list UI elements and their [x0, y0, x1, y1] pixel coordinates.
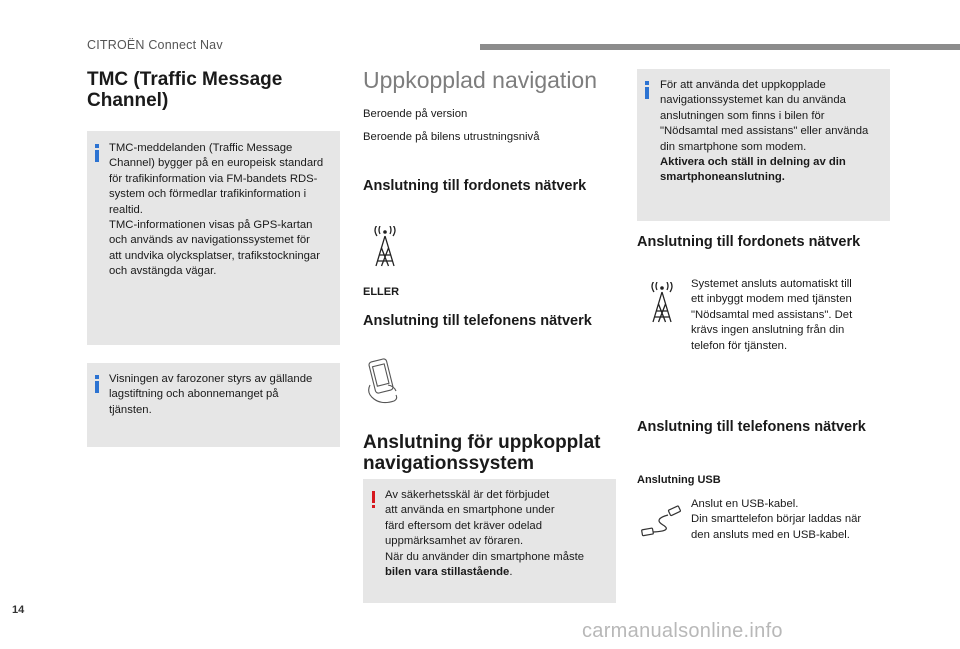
tmc-info-box — [87, 131, 340, 345]
system-connection-heading: Anslutning för uppkopplat navigationssystem — [363, 432, 601, 474]
text-line: telefon för tjänsten. — [691, 339, 788, 352]
text-line: ett inbyggt modem med tjänsten — [691, 293, 852, 306]
page-number: 14 — [12, 604, 25, 616]
text-line: Anslut en USB-kabel. — [691, 498, 799, 510]
text-line: Channel) bygger på en europeisk standard — [109, 157, 324, 170]
antenna-icon — [369, 226, 401, 268]
text-line: den ansluts med en USB-kabel. — [691, 528, 850, 541]
tmc-title: TMC (Traffic Message Channel) — [87, 69, 283, 111]
text-line: Aktivera och ställ in delning av din — [660, 156, 846, 169]
text-line: din smartphone som modem. — [660, 140, 807, 153]
info-icon — [95, 144, 99, 162]
vehicle-network-heading: Anslutning till fordonets nätverk — [363, 178, 587, 194]
info-icon — [645, 81, 649, 99]
text-line: system och förmedlar trafikinformation i — [109, 188, 307, 201]
usb-label: Anslutning USB — [637, 474, 721, 486]
text-line: tjänsten. — [109, 403, 152, 416]
text-line: för trafikinformation via FM-bandets RDS- — [109, 172, 318, 185]
usb-cable-icon — [639, 505, 683, 539]
equipment-note: Beroende på bilens utrustningsnivå — [363, 131, 540, 143]
text-line: För att använda det uppkopplade — [660, 79, 826, 91]
running-header: CITROËN Connect Nav — [87, 38, 223, 52]
connected-nav-info-box — [637, 69, 890, 221]
version-note: Beroende på version — [363, 108, 468, 120]
text-line: realtid. — [109, 203, 143, 216]
text-line: Av säkerhetsskäl är det förbjudet — [385, 489, 550, 501]
tmc-info-text — [109, 141, 337, 280]
header-bar — [480, 44, 960, 50]
text-line: att undvika olycksplatser, trafikstockningar — [109, 249, 320, 262]
text-line: Visningen av farozoner styrs av gällande — [109, 373, 313, 385]
vehicle-network-heading-2: Anslutning till fordonets nätverk — [637, 234, 861, 250]
text-line: navigationssystemet kan du använda — [660, 94, 846, 107]
text-line: krävs ingen anslutning från din — [691, 324, 845, 337]
text-line: uppmärksamhet av föraren. — [385, 535, 524, 548]
safety-warning-box — [363, 479, 616, 603]
text-line: TMC-informationen visas på GPS-kartan — [109, 219, 313, 232]
hazard-info-box — [87, 363, 340, 447]
smartphone-icon — [364, 355, 408, 407]
text-line: färd eftersom det kräver odelad — [385, 519, 542, 532]
connected-nav-title: Uppkopplad navigation — [363, 67, 598, 93]
text-line: "Nödsamtal med assistans" eller använda — [660, 125, 869, 138]
text-line: att använda en smartphone under — [385, 504, 555, 517]
text-line: och används av navigationssystemet för — [109, 234, 310, 247]
warning-icon — [372, 491, 375, 508]
text-line: TMC-meddelanden (Traffic Message — [109, 142, 293, 154]
phone-network-heading-2: Anslutning till telefonens nätverk — [637, 419, 866, 435]
safety-warning-text — [385, 488, 613, 580]
connected-nav-info-text — [660, 78, 888, 186]
text-line: anslutningen som finns i bilen för — [660, 109, 825, 122]
usb-text — [691, 497, 891, 543]
antenna-icon — [646, 282, 678, 324]
hazard-info-text — [109, 372, 337, 418]
text-line: lagstiftning och abonnemanget på — [109, 388, 279, 401]
text-line: smartphoneanslutning. — [660, 171, 785, 184]
phone-network-heading: Anslutning till telefonens nätverk — [363, 313, 592, 329]
bold-phrase: bilen vara stillastående — [385, 566, 510, 579]
sentence-end: . — [509, 566, 513, 579]
or-label: ELLER — [363, 286, 400, 298]
text-line: Systemet ansluts automatiskt till — [691, 278, 852, 290]
text-line: När du använder din smartphone måste — [385, 550, 585, 563]
text-line: Din smarttelefon börjar laddas när — [691, 513, 862, 526]
text-line: "Nödsamtal med assistans". Det — [691, 308, 853, 321]
text-line: och avstängda vägar. — [109, 265, 217, 278]
info-icon — [95, 375, 99, 393]
vehicle-network-text — [691, 277, 891, 354]
text-line — [385, 565, 613, 580]
watermark: carmanualsonline.info — [582, 620, 783, 642]
